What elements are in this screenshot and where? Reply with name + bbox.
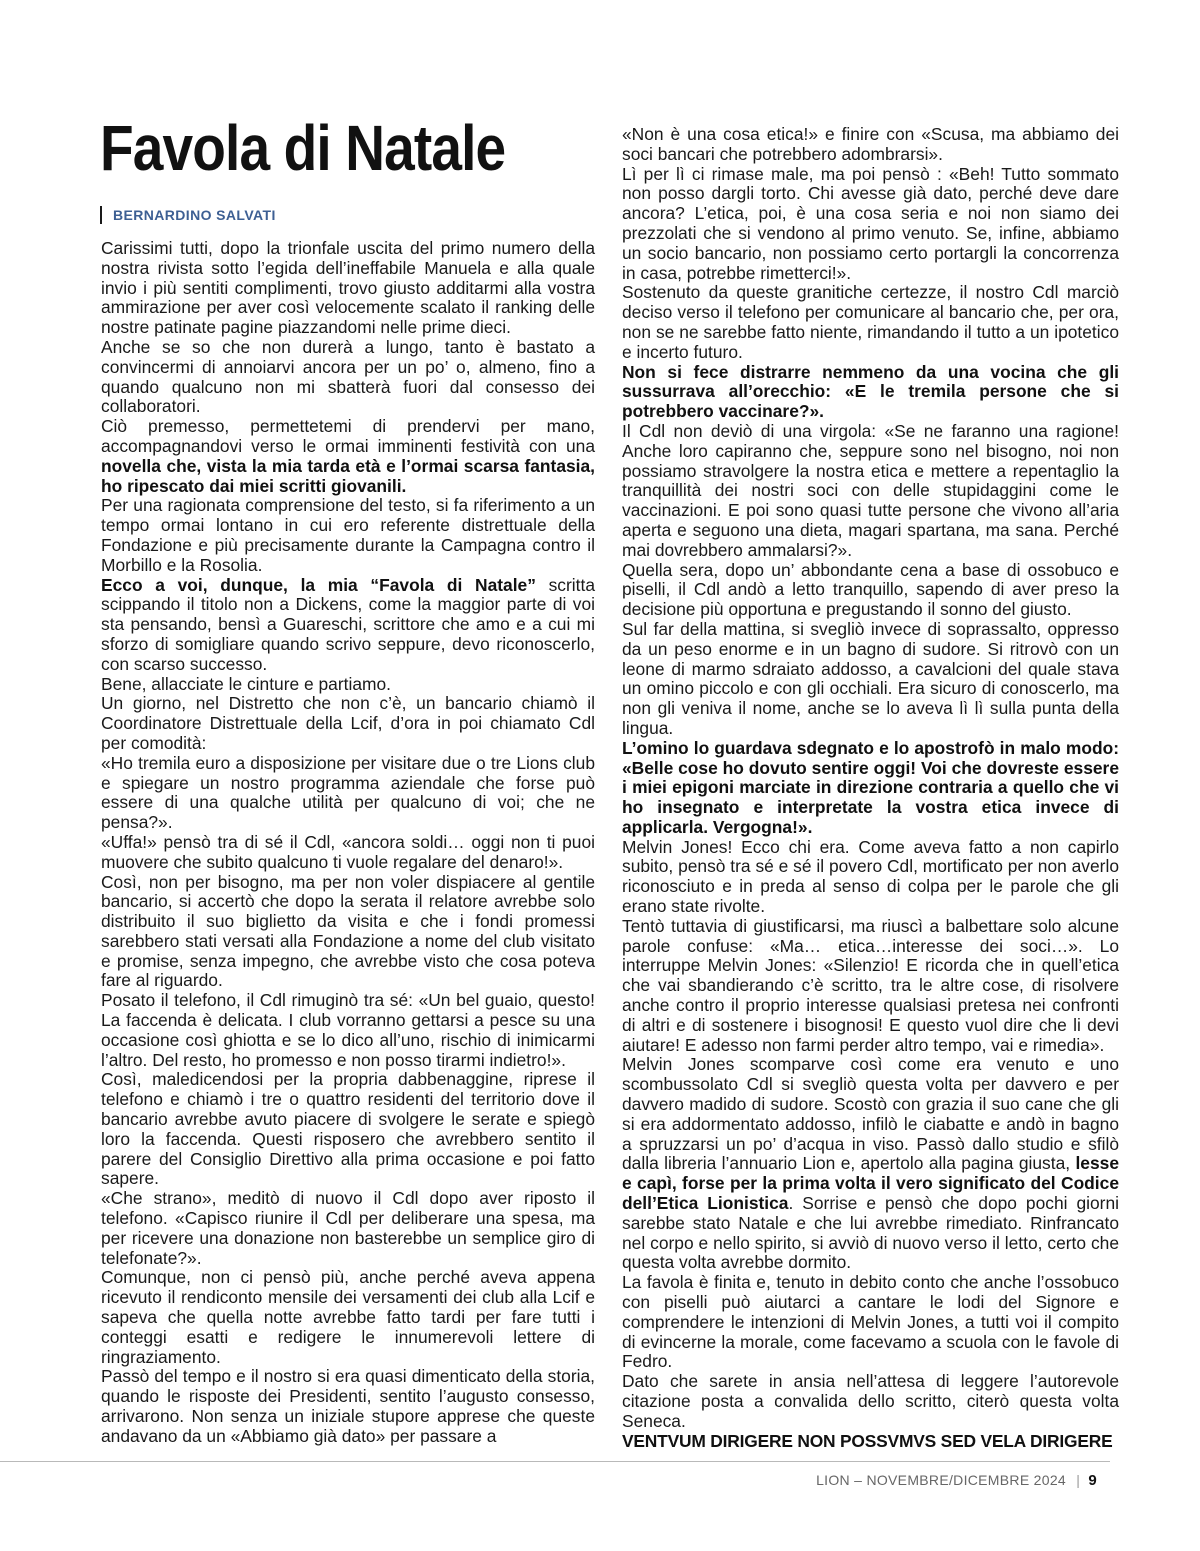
paragraph-text: «Ho tremila euro a disposizione per visitare due o tre Lions club e spiegare un nostro programma aziendale che forse può essere di una qualche utilità per qualcuno di voi; che ne pensa?».	[101, 752, 595, 833]
article-paragraph	[622, 838, 1119, 917]
article-paragraph	[622, 125, 1119, 165]
article-title: Favola di Natale	[100, 112, 506, 184]
issue-date: – NOVEMBRE/DICEMBRE 2024	[854, 1472, 1066, 1488]
paragraph-text: Sul far della mattina, si svegliò invece di soprassalto, oppresso da un peso enorme e in un bagno di sudore. Si ritrovò con un leone di marmo sdraiato addosso, a cavalcioni del quale stava un omino piccolo e con gli occhiali. Era sicuro di conoscerlo, ma non gli veniva il nome, anche se lo aveva lì lì sulla punta della lingua.	[622, 618, 1119, 738]
article-paragraph	[101, 991, 595, 1070]
bold-text: Non si fece distrarre nemmeno da una vocina che gli sussurrava all’orecchio: «E le tremila persone che si potrebbero vaccinare?».	[622, 361, 1119, 422]
article-paragraph	[622, 283, 1119, 362]
page-number: 9	[1088, 1472, 1097, 1489]
paragraph-text: Dato che sarete in ansia nell’attesa di leggere l’autorevole citazione posta a convalida dello scritto, citerò questa volta Seneca.	[622, 1371, 1119, 1431]
article-paragraph	[101, 576, 595, 675]
paragraph-text: La favola è finita e, tenuto in debito conto che anche l’ossobuco con piselli può aiutarci a cantare le lodi del Signore e comprendere le intenzioni di Melvin Jones, a tutti voi il compito di evincerne la morale, come facevamo a scuola con le favole di Fedro.	[622, 1272, 1119, 1372]
article-paragraph	[101, 1189, 595, 1268]
page-footer	[816, 1470, 1097, 1490]
article-paragraph	[622, 917, 1119, 1056]
article-paragraph	[101, 833, 595, 873]
paragraph-text: Carissimi tutti, dopo la trionfale uscita del primo numero della nostra rivista sotto l’egida dell’ineffabile Manuela e alla quale invio i più sentiti complimenti, trovo giusto additarmi alla vostra ammirazione per aver così velocemente scalato il ranking delle nostre patinate pagine piazzandomi nelle prime dieci.	[101, 238, 595, 338]
article-paragraph	[101, 338, 595, 417]
article-paragraph	[622, 422, 1119, 561]
footer-rule	[0, 1461, 1110, 1462]
paragraph-text: Un giorno, nel Distretto che non c’è, un bancario chiamò il Coordinatore Distrettuale della Lcif, d’ora in poi chiamato Cdl per comodità:	[101, 693, 595, 753]
article-paragraph	[622, 1372, 1119, 1431]
article-paragraph	[101, 239, 595, 338]
paragraph-text: Passò del tempo e il nostro si era quasi dimenticato della storia, quando le risposte dei Presidenti, sentito l’augusto consesso, arrivarono. Non senza un iniziale stupore apprese che queste andavano da un «Abbiamo già dato» per passare a	[101, 1366, 595, 1446]
paragraph-text: «Uffa!» pensò tra di sé il Cdl, «ancora soldi… oggi non ti puoi muovere che subito qualcuno ti vuole regalare del denaro!».	[101, 831, 595, 872]
paragraph-text: Melvin Jones scomparve così come era venuto e uno scombussolato Cdl si svegliò questa volta per davvero e per davvero madido di sudore. Scostò con grazia il suo cane che gli si era addormentato addosso, infilò le ciabatte e andò in bagno a spruzzarsi un po’ d’acqua in viso. Passò dallo studio e sfilò dalla libreria l’annuario Lion e, apertolo alla pagina giusta,	[622, 1054, 1119, 1174]
article-paragraph	[101, 694, 595, 753]
paragraph-text: Bene, allacciate le cinture e partiamo.	[101, 673, 392, 694]
article-paragraph	[101, 1367, 595, 1446]
bold-text: L’omino lo guardava sdegnato e lo apostrofò in malo modo: «Belle cose ho dovuto sentire oggi! Voi che dovreste essere i miei epigoni marciate in direzione contraria a quello che vi ho insegnato e interpretate la vostra etica invece di applicarla. Vergogna!».	[622, 737, 1119, 837]
paragraph-text: Ciò premesso, permettetemi di prendervi per mano, accompagnandovi verso le ormai imminenti festività con una	[101, 416, 595, 456]
article-paragraph	[101, 1070, 595, 1189]
article-paragraph	[622, 620, 1119, 739]
footer-separator: |	[1076, 1472, 1081, 1488]
paragraph-text: Così, non per bisogno, ma per non voler dispiacere al gentile bancario, si accertò che dopo la serata il relatore avrebbe solo distribuito il suo biglietto da visita e che i fondi promessi sarebbero stati versati alla Fondazione a nome del club visitato e promise, senza impegno, che avrebbe visto che cosa poteva fare al riguardo.	[101, 871, 595, 991]
article-paragraph	[101, 754, 595, 833]
left-column	[101, 239, 595, 1447]
author-byline: BERNARDINO SALVATI	[100, 206, 276, 224]
article-paragraph	[101, 1268, 595, 1367]
paragraph-text: Per una ragionata comprensione del testo, si fa riferimento a un tempo ormai lontano in cui ero referente distrettuale della Fondazione e più precisamente durante la Campagna contro il Morbillo e la Rosolia.	[101, 495, 595, 575]
article-paragraph	[622, 1055, 1119, 1273]
bold-text: VENTVUM DIRIGERE NON POSSVMVS SED VELA DIRIGERE	[622, 1430, 1113, 1451]
paragraph-text: Anche se so che non durerà a lungo, tanto è bastato a convincermi di annoiarvi ancora per un po’ o, almeno, fino a quando qualcuno non mi sbatterà fuori dal consesso dei collaboratori.	[101, 336, 595, 417]
article-paragraph	[622, 165, 1119, 284]
article-paragraph	[101, 496, 595, 575]
paragraph-text: Tentò tuttavia di giustificarsi, ma riuscì a balbettare solo alcune parole confuse: «Ma… etica…interesse dei soci…». Lo interruppe Melvin Jones: «Silenzio! E ricorda che in quell’etica che vai sbandierando c’è scritto, tra le altre cose, di risolvere anche contro il proprio interesse qualsiasi pretesa nei confronti di altri e di sostenere i bisognosi! E questo vuol dire che li devi aiutare! E adesso non farmi perder altro tempo, vai e rimedia».	[622, 915, 1119, 1055]
paragraph-text: Il Cdl non deviò di una virgola: «Se ne faranno una ragione! Anche loro capiranno che, seppure sono nel bisogno, noi non possiamo stravolgere la nostra etica e mettere a repentaglio la tranquillità dei nostri soci con delle stupidaggini come le vaccinazioni. E poi sono quasi tutte persone che vivono all’aria aperta e seguono una dieta, magari spartana, ma sana. Perché mai dovrebbero ammalarsi?».	[622, 420, 1119, 560]
paragraph-text: «Non è una cosa etica!» e finire con «Scusa, ma abbiamo dei soci bancari che potrebbero adombrarsi».	[622, 124, 1119, 164]
magazine-name: LION	[816, 1472, 850, 1488]
paragraph-text: Lì per lì ci rimase male, ma poi pensò : «Beh! Tutto sommato non posso dargli torto. Chi avesse già dato, perché deve dare ancora? L’etica, poi, è una cosa seria e noi non siamo dei prezzolati che si vendono al primo venuto. Se, infine, abbiamo un socio bancario, non possiamo certo portargli la concorrenza in casa, potrebbe rimetterci!».	[622, 163, 1119, 283]
article-paragraph	[622, 739, 1119, 838]
paragraph-text: . Sorrise e pensò che dopo pochi giorni sarebbe stato Natale e che lui avrebbe rimediato. Rinfrancato nel corpo e nello spirito, si avviò di nuovo verso il letto, certo che questa volta avrebbe dormito.	[622, 1193, 1119, 1273]
paragraph-text: scritta scippando il titolo non a Dickens, come la maggior parte di voi sta pensando, bensì a Guareschi, scrittore che amo e a cui mi sforzo di somigliare quando scrivo seppure, devo riconoscerlo, con scarso successo.	[101, 574, 595, 674]
bold-text: lesse e capì, forse per la prima volta il vero significato del Codice dell’Etica Lionistica	[622, 1153, 1119, 1214]
paragraph-text: Comunque, non ci pensò più, anche perché aveva appena ricevuto il rendiconto mensile dei versamenti dei club alla Lcif e sapeva che quella notte avrebbe fatto tardi per fare tutti i conteggi esatti e redigere le innumerevoli lettere di ringraziamento.	[101, 1267, 595, 1367]
paragraph-text: Posato il telefono, il Cdl rimuginò tra sé: «Un bel guaio, questo! La faccenda è delicata. I club vorranno gettarsi a pesce su una occasione così ghiotta e se lo dico all’uno, rischio di inimicarmi l’altro. Del resto, ho promesso e non posso tirarmi indietro!».	[101, 990, 595, 1070]
paragraph-text: Melvin Jones! Ecco chi era. Come aveva fatto a non capirlo subito, pensò tra sé e sé il povero Cdl, mortificato per non averlo riconosciuto e in preda al senso di colpa per le parole che gli erano state rivolte.	[622, 836, 1119, 917]
right-column	[622, 125, 1119, 1451]
article-paragraph	[622, 1273, 1119, 1372]
article-paragraph	[622, 561, 1119, 620]
article-paragraph	[101, 675, 595, 695]
paragraph-text: Sostenuto da queste granitiche certezze, il nostro Cdl marciò deciso verso il telefono per comunicare al bancario che, per ora, non se ne sarebbe fatto niente, rimandando il tutto a un ipotetico e incerto futuro.	[622, 282, 1119, 362]
article-paragraph	[101, 873, 595, 992]
bold-text: Ecco a voi, dunque, la mia “Favola di Natale”	[101, 574, 536, 595]
paragraph-text: «Che strano», meditò di nuovo il Cdl dopo aver riposto il telefono. «Capisco riunire il Cdl per deliberare una spesa, ma per ricevere una donazione non basterebbe un semplice giro di telefonate?».	[101, 1188, 595, 1268]
paragraph-text: Così, maledicendosi per la propria dabbenaggine, riprese il telefono e chiamò i tre o quattro residenti del territorio dove il bancario avrebbe avuto piacere di svolgere le serate e spiegò loro la faccenda. Questi risposero che avrebbero sentito il parere del Consiglio Direttivo alla prima occasione e poi fatto sapere.	[101, 1069, 595, 1189]
bold-text: novella che, vista la mia tarda età e l’ormai scarsa fantasia, ho ripescato dai miei scritti giovanili.	[101, 455, 595, 496]
article-paragraph	[101, 417, 595, 496]
article-paragraph	[622, 363, 1119, 422]
paragraph-text: Quella sera, dopo un’ abbondante cena a base di ossobuco e piselli, il Cdl andò a letto tranquillo, sapendo di aver preso la decisione più opportuna e pregustando il sonno del giusto.	[622, 559, 1119, 620]
article-paragraph	[622, 1432, 1119, 1452]
